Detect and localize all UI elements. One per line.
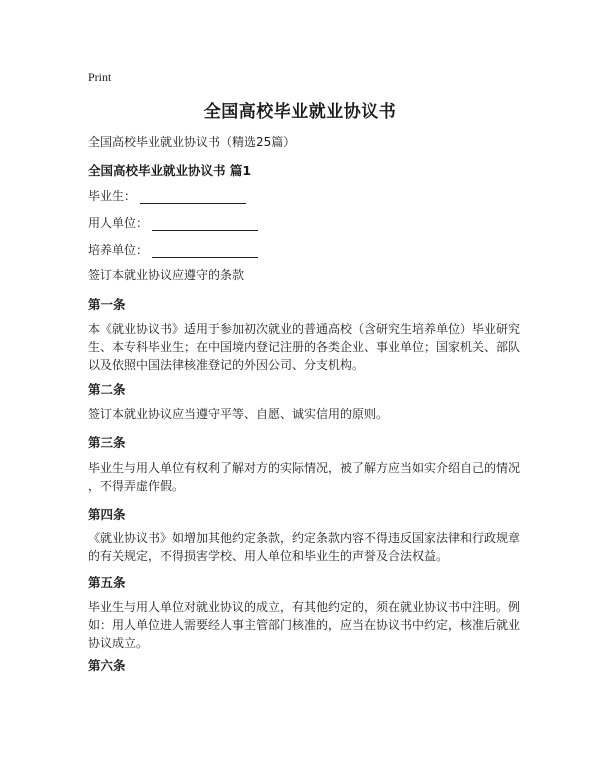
text-line: 毕业生与用人单位对就业协议的成立，有其他约定的，须在就业协议书中注明。例	[88, 600, 521, 614]
training-unit-blank-line	[152, 245, 258, 258]
article-2-heading: 第二条	[88, 382, 126, 397]
intro-paragraph: 签订本就业协议应遵守的条款	[88, 268, 245, 282]
text-line: 签订本就业协议应当遵守平等、自愿、诚实信用的原则。	[88, 407, 389, 421]
print-link[interactable]: Print	[88, 70, 112, 84]
employer-blank-line	[152, 218, 258, 231]
field-label: 毕业生：	[88, 189, 137, 203]
text-line: 如：用人单位进人需要经人事主管部门核准的，应当在协议书中约定，核准后就业	[88, 618, 521, 632]
text-line: 本《就业协议书》适用于参加初次就业的普通高校（含研究生培养单位）毕业研究	[88, 322, 521, 336]
article-2-body	[88, 405, 520, 423]
article-3-body	[88, 459, 520, 495]
field-label: 用人单位：	[88, 216, 149, 230]
document-title: 全国高校毕业就业协议书	[203, 102, 397, 122]
text-line: 协议成立。	[88, 636, 149, 650]
text-line: 《就业协议书》如增加其他约定条款，约定条款内容不得违反国家法律和行政规章	[88, 531, 521, 545]
article-6-heading: 第六条	[88, 658, 126, 673]
article-1-body	[88, 320, 520, 374]
employer-field	[88, 214, 258, 231]
graduate-blank-line	[140, 191, 246, 204]
article-4-body	[88, 529, 520, 565]
field-label: 培养单位：	[88, 243, 149, 257]
article-1-heading: 第一条	[88, 297, 126, 312]
training-unit-field	[88, 241, 258, 258]
article-3-heading: 第三条	[88, 435, 126, 450]
text-line: 生、本专科毕业生；在中国境内登记注册的各类企业、事业单位；国家机关、部队	[88, 340, 521, 354]
article-4-heading: 第四条	[88, 507, 126, 522]
document-subtitle: 全国高校毕业就业协议书（精选25篇）	[88, 135, 296, 149]
graduate-field	[88, 187, 246, 204]
article-5-heading: 第五条	[88, 575, 126, 590]
text-line: 以及依照中国法律核准登记的外因公司、分支机构。	[88, 358, 365, 372]
text-line: ，不得弄虚作假。	[88, 479, 185, 493]
text-line: 毕业生与用人单位有权利了解对方的实际情况，被了解方应当如实介绍自己的情况	[88, 461, 521, 475]
text-line: 的有关规定，不得损害学校、用人单位和毕业生的声誉及合法权益。	[88, 549, 449, 563]
article-5-body	[88, 598, 520, 652]
section-title: 全国高校毕业就业协议书 篇1	[88, 163, 252, 178]
